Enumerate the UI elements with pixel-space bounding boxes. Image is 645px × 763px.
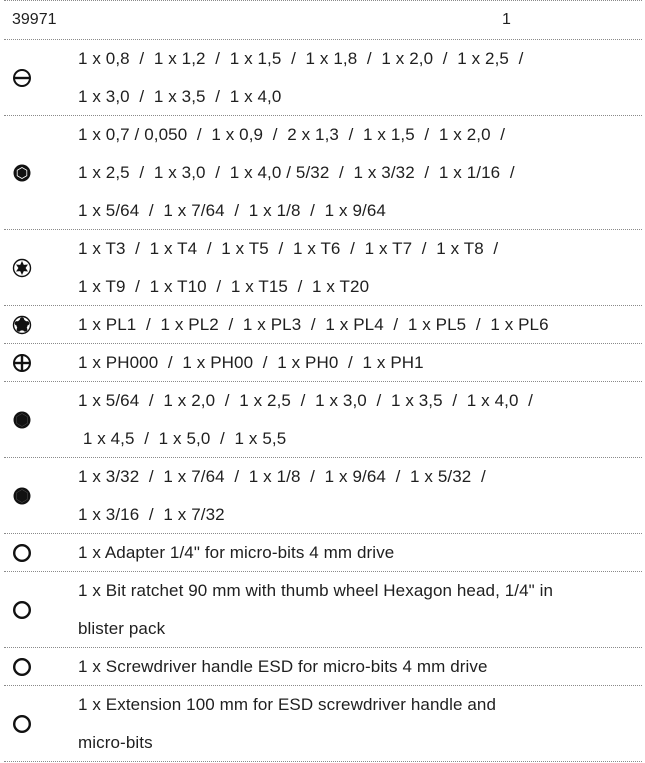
spec-line: 1 x PL1 / 1 x PL2 / 1 x PL3 / 1 x PL4 / 1 x PL5 / 1 x PL6 <box>78 315 549 334</box>
parts-list <box>4 0 642 762</box>
spec-line: 1 x Adapter 1/4" for micro-bits 4 mm drive <box>78 543 395 562</box>
quantity: 1 <box>502 11 511 28</box>
list-item <box>4 686 642 762</box>
ring-icon <box>12 714 32 734</box>
slotted-icon <box>12 68 32 88</box>
list-item <box>4 648 642 686</box>
ring-icon <box>12 600 32 620</box>
ring-icon <box>12 657 32 677</box>
spec-line: 1 x 4,5 / 1 x 5,0 / 1 x 5,5 <box>78 429 287 448</box>
spec-line: 1 x Bit ratchet 90 mm with thumb wheel Hexagon head, 1/4" in <box>78 581 554 600</box>
spec-line: 1 x 0,7 / 0,050 / 1 x 0,9 / 2 x 1,3 / 1 x 1,5 / 1 x 2,0 / <box>78 125 506 144</box>
hex-socket-icon <box>12 486 32 506</box>
list-item <box>4 572 642 648</box>
spec-line: 1 x 3,0 / 1 x 3,5 / 1 x 4,0 <box>78 87 282 106</box>
spec-line: 1 x T3 / 1 x T4 / 1 x T5 / 1 x T6 / 1 x T7 / 1 x T8 / <box>78 239 499 258</box>
spec-line: 1 x T9 / 1 x T10 / 1 x T15 / 1 x T20 <box>78 277 370 296</box>
spec-line: 1 x Screwdriver handle ESD for micro-bits 4 mm drive <box>78 657 488 676</box>
spec-line: micro-bits <box>78 733 153 752</box>
pentalobe-icon <box>12 315 32 335</box>
hex-socket-icon <box>12 410 32 430</box>
torx-icon <box>12 258 32 278</box>
spec-line: 1 x 0,8 / 1 x 1,2 / 1 x 1,5 / 1 x 1,8 / 1 x 2,0 / 1 x 2,5 / <box>78 49 524 68</box>
list-item <box>4 306 642 344</box>
spec-line: 1 x 3/16 / 1 x 7/32 <box>78 505 225 524</box>
spec-line: 1 x 5/64 / 1 x 2,0 / 1 x 2,5 / 1 x 3,0 / 1 x 3,5 / 1 x 4,0 / <box>78 391 534 410</box>
spec-line: blister pack <box>78 619 166 638</box>
list-item <box>4 230 642 306</box>
hex-icon <box>12 163 32 183</box>
list-item <box>4 534 642 572</box>
list-item <box>4 382 642 458</box>
ring-icon <box>12 543 32 563</box>
spec-line: 1 x 3/32 / 1 x 7/64 / 1 x 1/8 / 1 x 9/64 / 1 x 5/32 / <box>78 467 486 486</box>
spec-line: 1 x PH000 / 1 x PH00 / 1 x PH0 / 1 x PH1 <box>78 353 424 372</box>
spec-line: 1 x Extension 100 mm for ESD screwdriver handle and <box>78 695 497 714</box>
list-item <box>4 40 642 116</box>
phillips-icon <box>12 353 32 373</box>
list-item <box>4 116 642 230</box>
spec-line: 1 x 5/64 / 1 x 7/64 / 1 x 1/8 / 1 x 9/64 <box>78 201 386 220</box>
article-number: 39971 <box>12 11 57 28</box>
list-item <box>4 344 642 382</box>
list-item <box>4 458 642 534</box>
header-row <box>4 1 642 40</box>
spec-line: 1 x 2,5 / 1 x 3,0 / 1 x 4,0 / 5/32 / 1 x 3/32 / 1 x 1/16 / <box>78 163 515 182</box>
